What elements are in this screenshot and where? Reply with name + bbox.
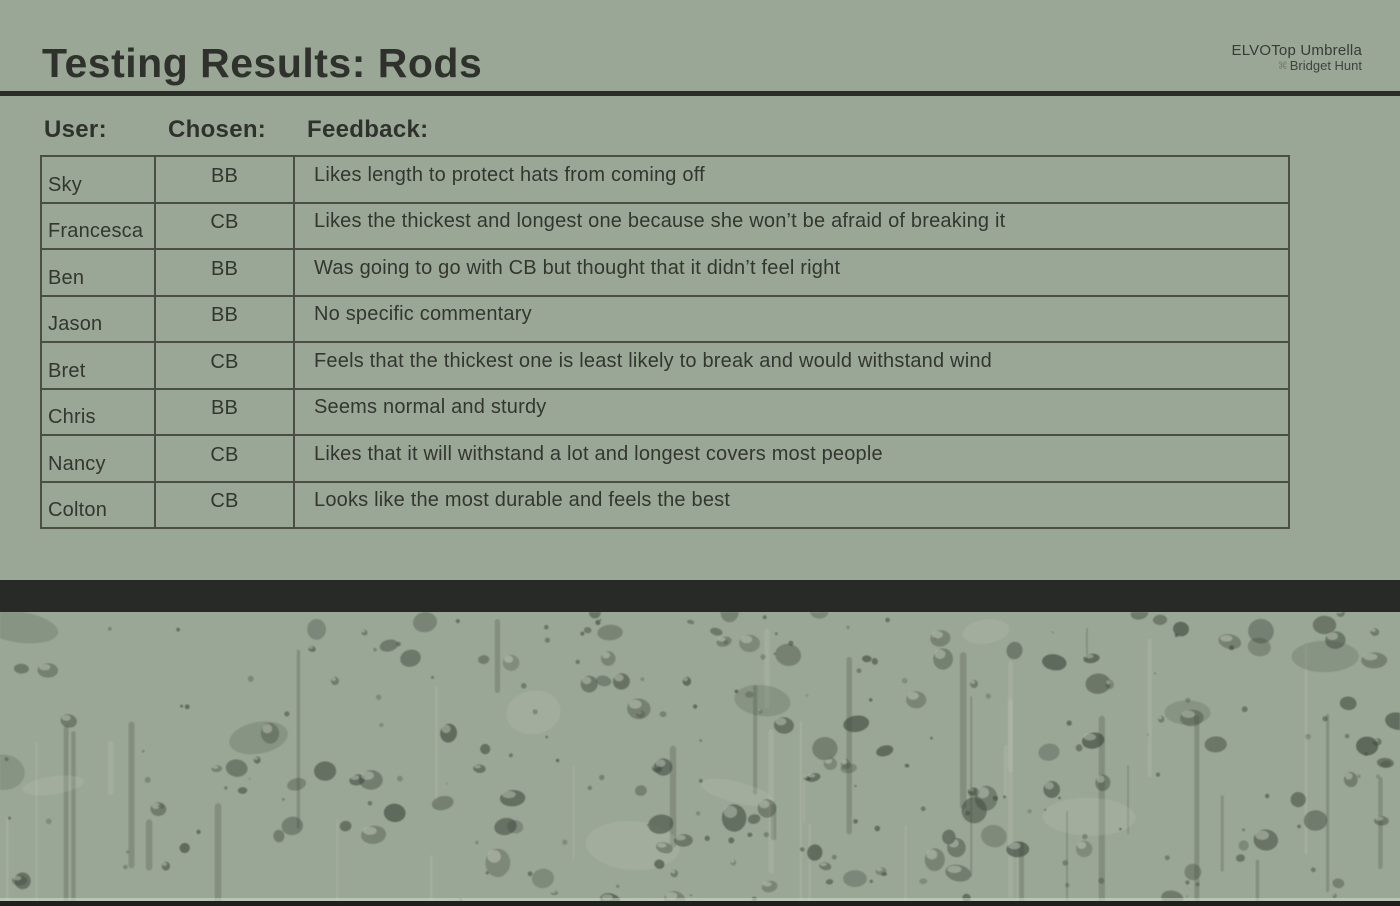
feedback-cell: Likes the thickest and longest one because she won’t be afraid of breaking it: [314, 210, 1006, 233]
table-row: [42, 343, 1288, 390]
brand-author-name: Bridget Hunt: [1289, 58, 1362, 74]
page-title: Testing Results: Rods: [42, 40, 483, 86]
brand-mark-icon: ⌘: [1277, 61, 1288, 73]
chosen-cell: CB: [156, 436, 295, 481]
chosen-cell: BB: [156, 157, 295, 202]
brand-product-name: ELVOTop Umbrella: [1231, 42, 1362, 59]
feedback-cell: Seems normal and sturdy: [314, 396, 547, 419]
chosen-cell: CB: [156, 343, 295, 388]
divider-band: [0, 580, 1400, 612]
rain-droplets-art: [0, 612, 1400, 906]
brand-block: [1232, 42, 1362, 74]
user-cell: Chris: [42, 390, 156, 435]
feedback-cell: Likes that it will withstand a lot and longest covers most people: [314, 442, 883, 465]
table-row: [42, 250, 1288, 297]
chosen-cell: BB: [156, 390, 295, 435]
user-cell: Sky: [42, 157, 156, 202]
feedback-cell: Looks like the most durable and feels the best: [314, 489, 731, 512]
chosen-cell: BB: [156, 250, 295, 295]
chosen-cell: CB: [156, 204, 295, 249]
brand-author-line: [1232, 59, 1362, 74]
table-row: [42, 436, 1288, 483]
column-header-user: User:: [44, 116, 107, 143]
title-divider-rule: [0, 91, 1400, 96]
feedback-cell: Was going to go with CB but thought that it didn’t feel right: [314, 256, 841, 279]
table-row: [42, 390, 1288, 437]
column-header-chosen: Chosen:: [168, 116, 267, 143]
table-row: [42, 204, 1288, 251]
chosen-cell: BB: [156, 297, 295, 342]
bottom-edge-strip: [0, 901, 1400, 906]
user-cell: Jason: [42, 297, 156, 342]
feedback-cell: No specific commentary: [314, 303, 532, 326]
user-cell: Colton: [42, 483, 156, 528]
column-header-feedback: Feedback:: [307, 116, 429, 143]
user-cell: Francesca: [42, 204, 156, 249]
feedback-cell: Feels that the thickest one is least likely to break and would withstand wind: [314, 349, 992, 372]
column-headers: [0, 116, 1400, 146]
table-row: [42, 297, 1288, 344]
table-row: [42, 157, 1288, 204]
feedback-cell: Likes length to protect hats from coming off: [314, 163, 705, 186]
rain-on-glass-photo: [0, 612, 1400, 906]
chosen-cell: CB: [156, 483, 295, 528]
user-cell: Ben: [42, 250, 156, 295]
table-row: [42, 483, 1288, 528]
user-cell: Nancy: [42, 436, 156, 481]
user-cell: Bret: [42, 343, 156, 388]
results-table: [40, 155, 1290, 529]
